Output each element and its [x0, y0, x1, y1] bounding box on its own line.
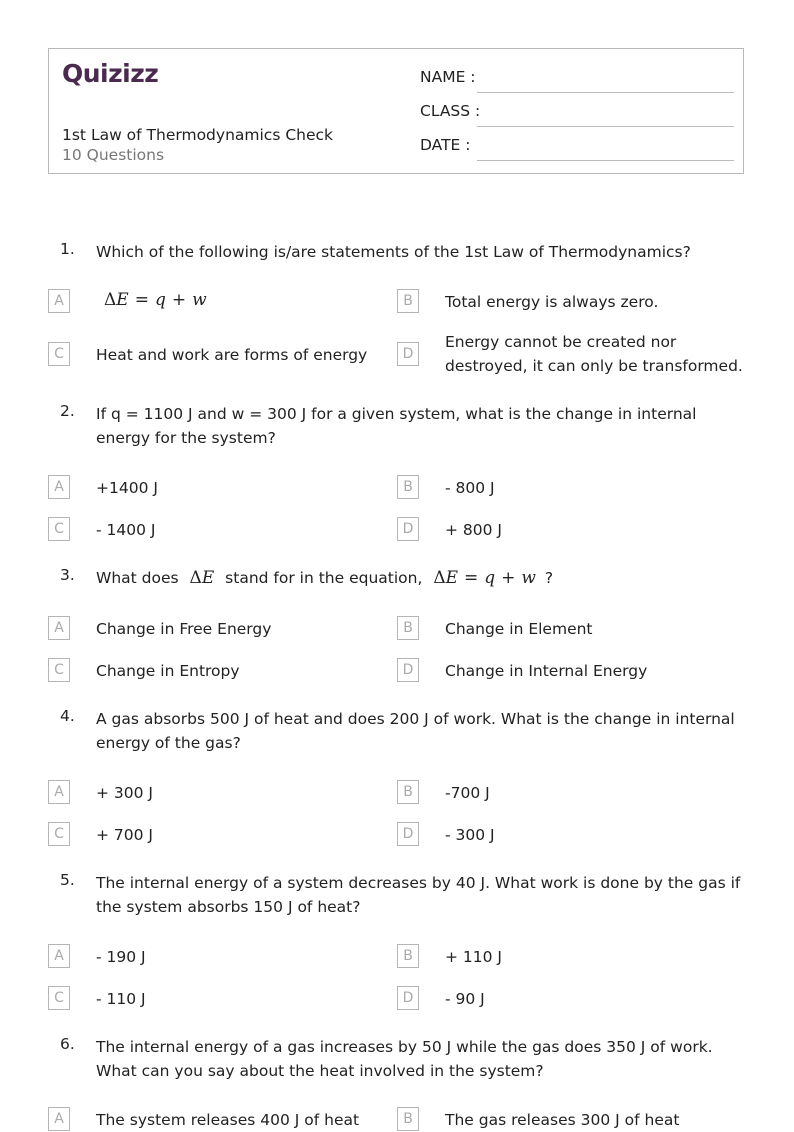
name-field[interactable] [420, 68, 734, 90]
option-text: - 110 J [96, 990, 146, 1008]
option-text: - 90 J [445, 990, 485, 1008]
option-text: +1400 J [96, 479, 158, 497]
option-letter: A [48, 616, 70, 640]
option-letter: D [397, 986, 419, 1010]
worksheet-title: 1st Law of Thermodynamics Check [62, 126, 334, 144]
option-letter: B [397, 289, 419, 313]
class-line[interactable] [477, 126, 734, 127]
option-letter: A [48, 1107, 70, 1131]
question-number: 1. [60, 240, 75, 258]
date-label: DATE : [420, 136, 471, 154]
option-letter: D [397, 658, 419, 682]
name-label: NAME : [420, 68, 476, 86]
question-text: Which of the following is/are statements of the 1st Law of Thermodynamics? [96, 243, 691, 261]
quizizz-logo: Quizizz [62, 59, 159, 88]
question-number: 4. [60, 707, 75, 725]
option-text: - 800 J [445, 479, 495, 497]
worksheet-header [48, 48, 744, 174]
class-label: CLASS : [420, 102, 481, 120]
first-law-formula: ΔE = q + w [433, 568, 536, 588]
option-letter: C [48, 517, 70, 541]
option-letter: A [48, 475, 70, 499]
question-count: 10 Questions [62, 146, 165, 164]
option-letter: A [48, 780, 70, 804]
option-letter: A [48, 289, 70, 313]
option-letter: B [397, 780, 419, 804]
option-letter: B [397, 1107, 419, 1131]
option-letter: C [48, 342, 70, 366]
question-number: 3. [60, 566, 75, 584]
option-letter: C [48, 822, 70, 846]
option-letter: B [397, 475, 419, 499]
delta-e-formula: ΔE [189, 568, 215, 588]
option-letter: D [397, 517, 419, 541]
option-text: Change in Element [445, 620, 593, 638]
class-field[interactable] [420, 102, 734, 124]
date-field[interactable] [420, 136, 734, 158]
option-letter: A [48, 944, 70, 968]
question-text: A gas absorbs 500 J of heat and does 200 J of work. What is the change in internal energy of the gas? [96, 710, 735, 752]
question-text: The internal energy of a system decreases by 40 J. What work is done by the gas if the system absorbs 150 J of heat? [96, 874, 741, 916]
option-text: + 700 J [96, 826, 153, 844]
question-number: 2. [60, 402, 75, 420]
option-letter: D [397, 822, 419, 846]
name-line[interactable] [477, 92, 734, 93]
date-line[interactable] [477, 160, 734, 161]
question-text: If q = 1100 J and w = 300 J for a given system, what is the change in internal energy for the system? [96, 405, 697, 447]
option-letter: B [397, 944, 419, 968]
option-text: - 190 J [96, 948, 146, 966]
option-formula: ΔE = q + w [104, 290, 207, 310]
option-text: Heat and work are forms of energy [96, 346, 368, 364]
option-text: The system releases 400 J of heat [96, 1111, 360, 1129]
question-number: 5. [60, 871, 75, 889]
option-text: Energy cannot be created nor destroyed, it can only be transformed. [445, 333, 743, 375]
option-letter: B [397, 616, 419, 640]
option-text: + 800 J [445, 521, 502, 539]
option-text: Total energy is always zero. [445, 293, 659, 311]
option-text: Change in Internal Energy [445, 662, 648, 680]
option-text: -700 J [445, 784, 490, 802]
option-text: - 300 J [445, 826, 495, 844]
option-text: - 1400 J [96, 521, 156, 539]
option-letter: C [48, 658, 70, 682]
option-text: + 110 J [445, 948, 502, 966]
option-text: Change in Free Energy [96, 620, 272, 638]
question-text: The internal energy of a gas increases by 50 J while the gas does 350 J of work. What can you say about the heat involved in the system? [96, 1038, 713, 1080]
option-letter: D [397, 342, 419, 366]
question-number: 6. [60, 1035, 75, 1053]
option-letter: C [48, 986, 70, 1010]
option-text: The gas releases 300 J of heat [445, 1111, 680, 1129]
option-text: + 300 J [96, 784, 153, 802]
option-text: Change in Entropy [96, 662, 240, 680]
question-text: What does ΔE stand for in the equation, ΔE = q + w ? [96, 568, 554, 588]
